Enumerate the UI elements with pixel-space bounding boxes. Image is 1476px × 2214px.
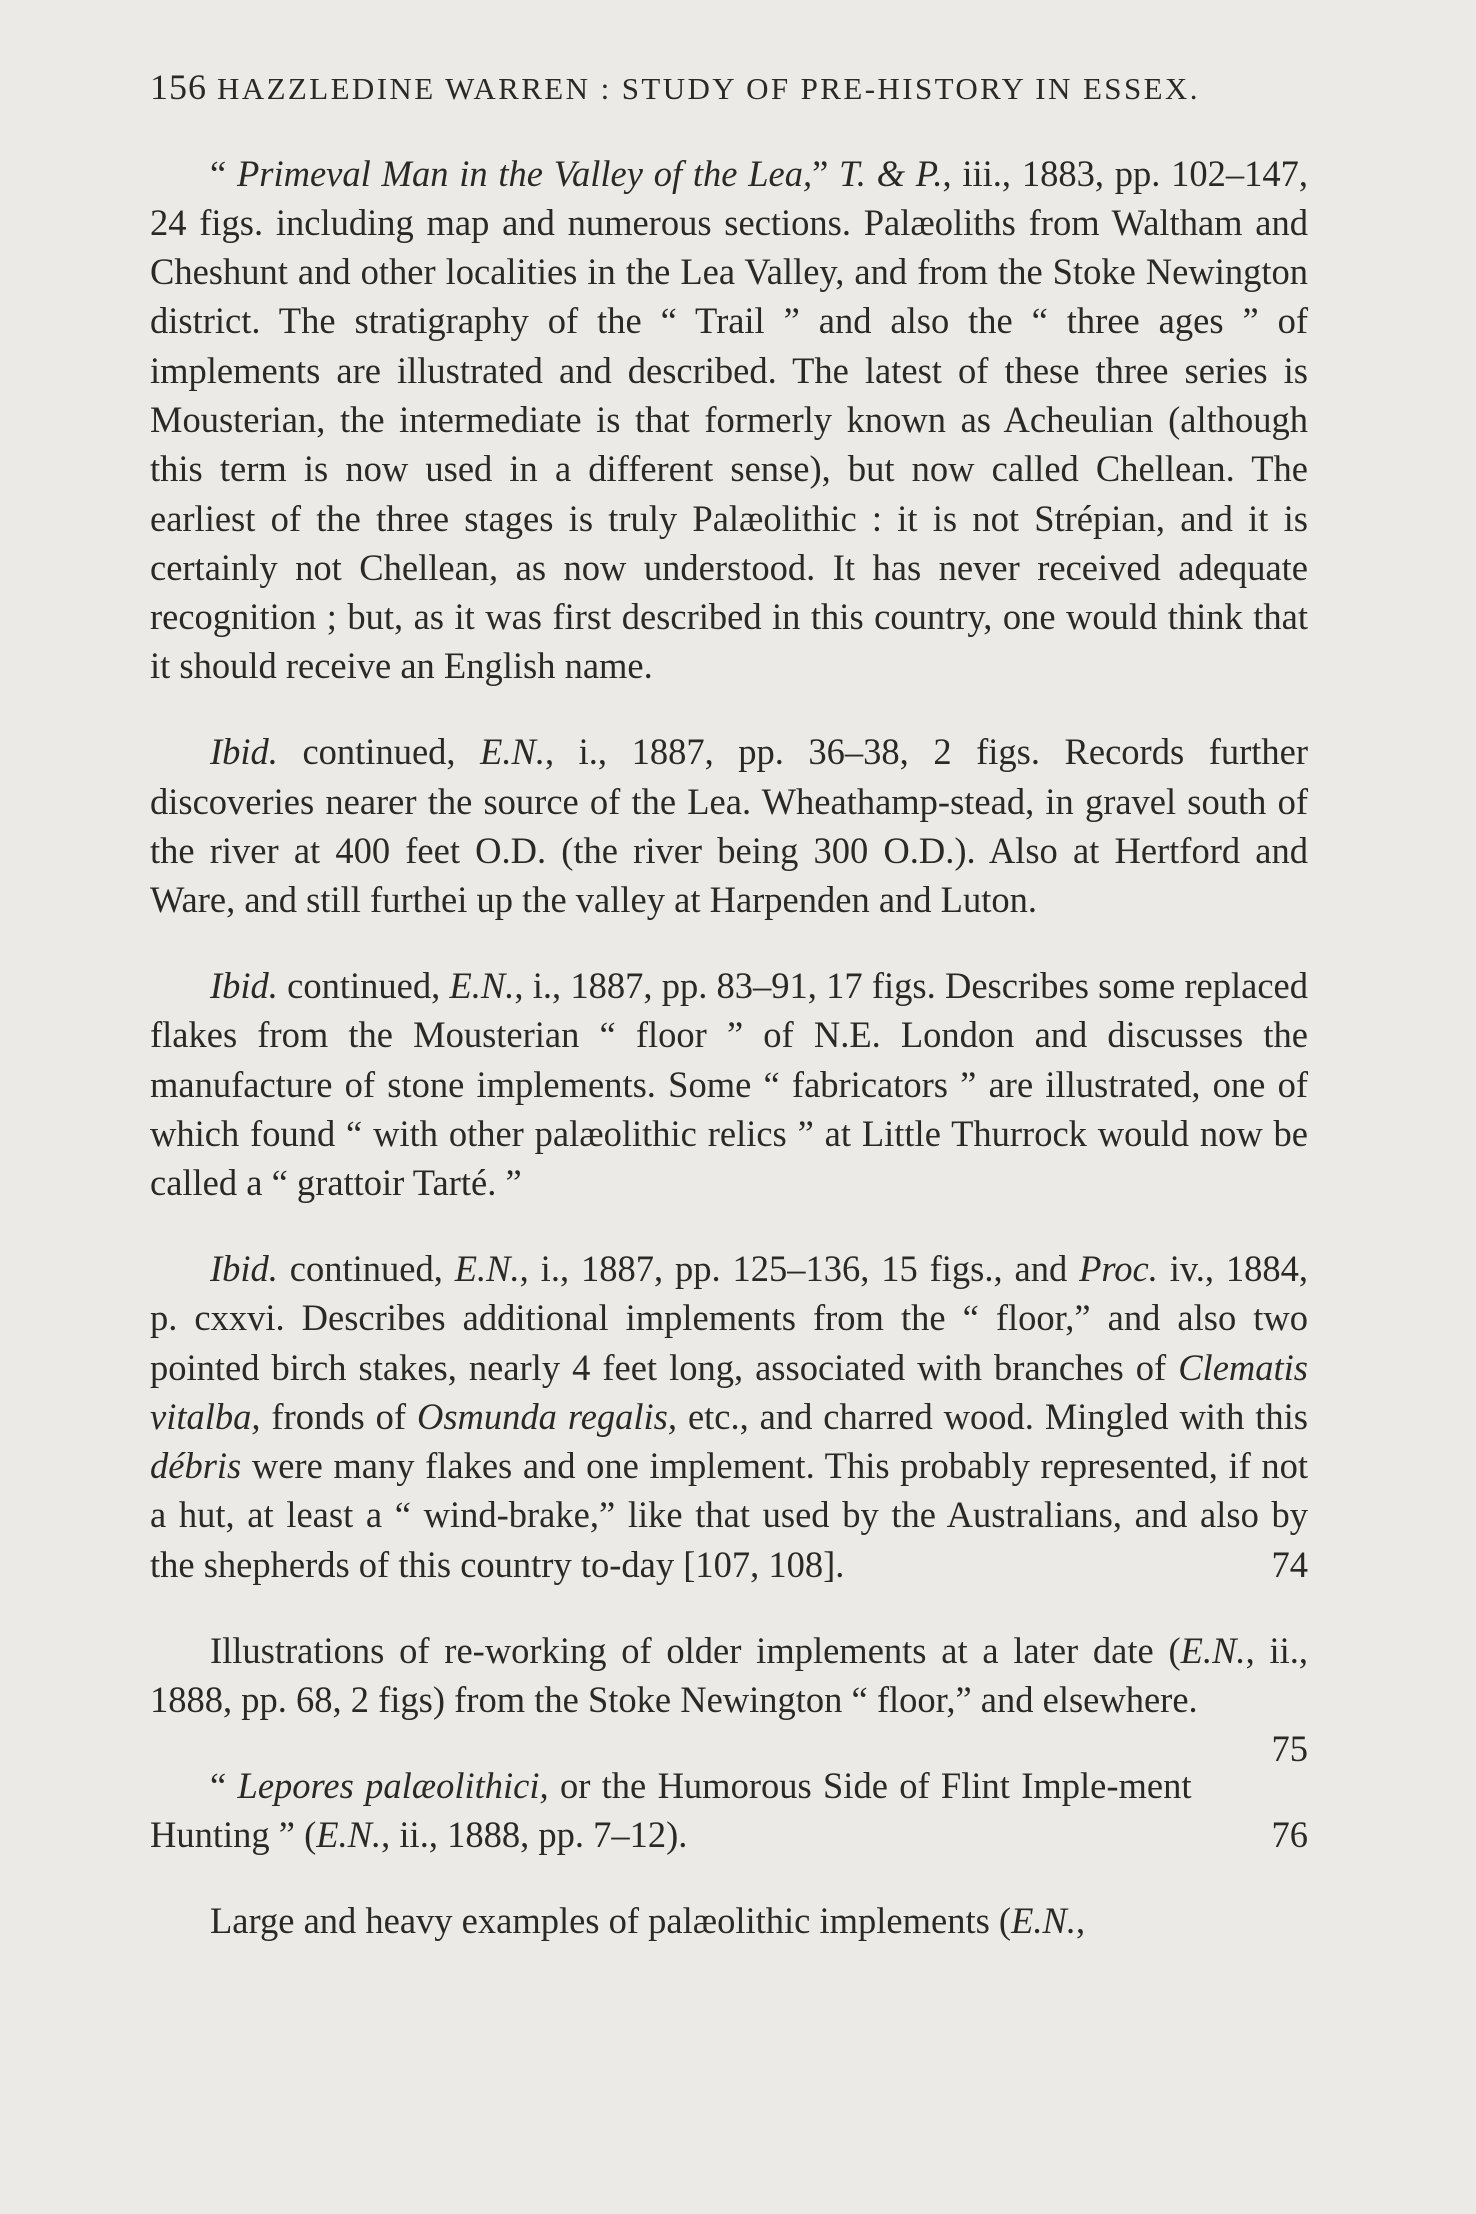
entry-text: “ [210, 1764, 238, 1806]
entry-text: Large and heavy examples of palæolithic implements ( [210, 1899, 1012, 1941]
entry-text: were many flakes and one implement. This probably represented, if not a hut, at least a “ wind-brake,” like that used by the Australians, and also by the shepherds of this country to-day [107, 108]. [150, 1445, 1308, 1585]
italic-text: débris [150, 1445, 242, 1487]
italic-text: Clematis vitalba, [150, 1346, 1308, 1437]
entry-text: continued, [277, 1247, 455, 1289]
italic-text: E.N. [449, 964, 515, 1006]
entry-text: iv., 1884, p. cxxvi. Describes additional implements from the “ floor,” and also two pointed birch stakes, nearly 4 feet long, associated with branches of [150, 1247, 1309, 1388]
entry-text: “ [210, 152, 237, 194]
page-number: 156 [150, 67, 207, 107]
entry-text: fronds of [260, 1395, 417, 1437]
italic-text: Ibid. [210, 964, 278, 1006]
running-header [150, 66, 1310, 108]
entry-text: continued, [277, 731, 481, 773]
entry-text: etc., and charred wood. Mingled with this [677, 1395, 1309, 1437]
entry-text: , i., 1887, pp. 36–38, 2 figs. Records further discoveries nearer the source of the Lea. Wheathamp-stead, in gravel south of the river at 400 feet O.D. (the river being 300 O.D.). Also at Hertford and Ware, and still furthei up the valley at Harpenden and Luton. [150, 731, 1308, 921]
bibliography-entry [150, 149, 1308, 691]
reference-number: 76 [1271, 1813, 1308, 1855]
bibliography-entry [150, 1761, 1308, 1860]
entry-text: , ii., 1888, pp. 7–12). [381, 1813, 688, 1855]
italic-text: Ibid. [210, 731, 278, 773]
italic-text: T. & P. [839, 152, 943, 194]
entry-text: , iii., 1883, pp. 102–147, 24 figs. including map and numerous sections. Palæoliths from Waltham and Cheshunt and other localities in the Lea Valley, and from the Stoke Newington district. The stratigraphy of the “ Trail ” and also the “ three ages ” of implements are illustrated and described. The latest of these three series is Mousterian, the intermediate is that formerly known as Acheulian (although this term is now used in a different sense), but now called Chellean. The earliest of the three stages is truly Palæolithic : it is not Strépian, and it is certainly not Chellean, as now understood. It has never received adequate recognition ; but, as it was first described in this country, one would think that it should receive an English name. [150, 152, 1309, 687]
italic-text: Primeval Man in the Valley of the Lea, [236, 152, 813, 194]
italic-text: E.N. [454, 1247, 520, 1289]
italic-text: Ibid. [210, 1247, 278, 1289]
italic-text: E.N. [1011, 1899, 1076, 1941]
entry-text: , i., 1887, pp. 83–91, 17 figs. Describes some replaced flakes from the Mousterian “ floor ” of N.E. London and discusses the manufacture of stone implements. Some “ fabricators ” are illustrated, one of which found “ with other palæolithic relics ” at Little Thurrock would now be called a “ grattoir Tarté. ” [150, 964, 1309, 1204]
entry-text: ” [812, 152, 840, 194]
bibliography-entry [150, 1626, 1308, 1770]
reference-number: 74 [1271, 1543, 1308, 1585]
body-text [150, 112, 1308, 1982]
bibliography-entry [150, 1244, 1308, 1589]
bibliography-entry [150, 961, 1308, 1207]
entry-text: , [1075, 1899, 1086, 1941]
entry-text: or the Humorous Side of Flint Imple-ment Hunting ” ( [150, 1764, 1192, 1855]
italic-text: E.N. [480, 731, 545, 773]
reference-number: 75 [1271, 1728, 1308, 1770]
bibliography-entry [150, 727, 1308, 924]
italic-text: Lepores palæolithici, [237, 1764, 549, 1806]
bibliography-entry [150, 1896, 1308, 1945]
entry-text: , i., 1887, pp. 125–136, 15 figs., and [519, 1247, 1080, 1289]
entry-text: continued, [277, 964, 450, 1006]
italic-text: Osmunda regalis, [416, 1395, 678, 1437]
running-title: HAZZLEDINE WARREN : STUDY OF PRE-HISTORY IN ESSEX. [217, 71, 1200, 106]
entry-text: , ii., 1888, pp. 68, 2 figs) from the Stoke Newington “ floor,” and elsewhere. [150, 1629, 1308, 1720]
italic-text: Proc. [1079, 1247, 1158, 1289]
italic-text: E.N. [1180, 1629, 1246, 1671]
entry-text: Illustrations of re-working of older implements at a later date ( [210, 1629, 1181, 1671]
italic-text: E.N. [316, 1813, 382, 1855]
